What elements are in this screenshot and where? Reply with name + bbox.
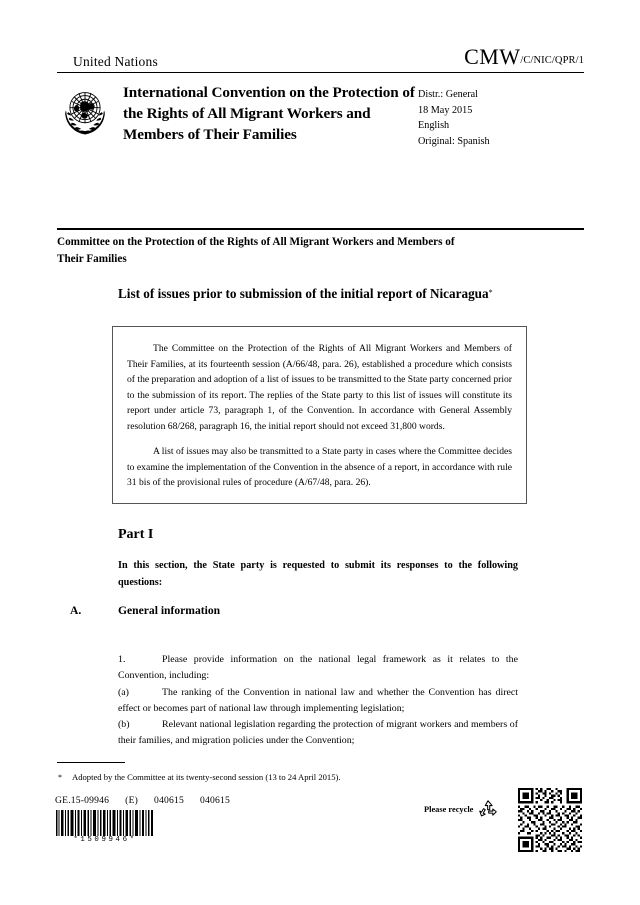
part-heading: Part I — [118, 527, 154, 542]
barcode-number: *1509946* — [73, 836, 137, 844]
list-item-a-text: The ranking of the Convention in national law and whether the Convention has direct effect or becomes part of national law through implementing legislation; — [118, 687, 518, 715]
footnote-text: Adopted by the Committee at its twenty-second session (13 to 24 April 2015). — [72, 772, 341, 782]
note-box — [112, 326, 527, 504]
emblem-container — [57, 81, 123, 149]
page-title — [118, 285, 518, 304]
recycle-label: Please recycle — [424, 804, 474, 814]
recycle-icon — [477, 798, 499, 820]
document-symbol — [464, 44, 584, 70]
subsection-title: General information — [118, 604, 221, 617]
document-symbol-suffix: /C/NIC/QPR/1 — [520, 55, 584, 66]
job-number: GE.15-09946 — [55, 795, 110, 806]
distribution-original: Original: Spanish — [418, 135, 490, 147]
qr-code — [518, 788, 582, 852]
document-symbol-main: CMW — [464, 44, 521, 69]
section-intro: In this section, the State party is requested to submit its responses to the following questions: — [118, 560, 518, 588]
paragraph-1-text: Please provide information on the national legal framework as it relates to the Convention, including: — [118, 654, 518, 682]
distribution-language: English — [418, 120, 450, 131]
title-footnote-marker: * — [488, 288, 493, 297]
list-item-a — [118, 685, 518, 717]
committee-rule — [57, 228, 584, 230]
footnote — [58, 771, 522, 784]
distribution-date: 18 May 2015 — [418, 104, 473, 116]
paragraph-1 — [118, 652, 518, 684]
recycle-notice — [424, 798, 499, 820]
page-title-text: List of issues prior to submission of the initial report of Nicaragua — [118, 286, 489, 301]
job-date-code-2: 040615 — [200, 795, 230, 806]
barcode — [55, 810, 155, 836]
masthead — [57, 44, 584, 149]
list-item-a-marker: (a) — [118, 687, 129, 698]
job-language-code: (E) — [125, 795, 139, 806]
distribution-block — [418, 81, 584, 149]
list-item-b — [118, 717, 518, 749]
un-emblem-icon — [57, 83, 113, 139]
footnote-separator — [57, 762, 125, 763]
list-item-b-marker: (b) — [118, 719, 130, 730]
organization-name: United Nations — [73, 54, 158, 69]
footnote-marker: * — [58, 773, 62, 782]
masthead-rule-thin — [57, 72, 584, 73]
job-date-code-1: 040615 — [154, 795, 185, 806]
masthead-top-row — [57, 44, 584, 70]
note-paragraph-2: A list of issues may also be transmitted to a State party in cases where the Committee decides to examine the implementation of the Convention in the absence of a report, in accordance with rule 31 bis of the provisional rules of procedure (A/67/48, para. 26). — [127, 446, 512, 489]
distribution-type: Distr.: General — [418, 89, 478, 100]
convention-title: International Convention on the Protection of the Rights of All Migrant Workers and Members of Their Families — [123, 84, 415, 143]
committee-name: Committee on the Protection of the Rights of All Migrant Workers and Members of Their Families — [57, 236, 455, 266]
list-item-b-text: Relevant national legislation regarding the protection of migrant workers and members of their families, and migration policies under the Convention; — [118, 719, 518, 747]
paragraph-1-marker: 1. — [118, 654, 126, 665]
note-paragraph-1: The Committee on the Protection of the Rights of All Migrant Workers and Members of Their Families, at its fourteenth session (A/66/48, para. 26), established a procedure which consists of the preparation and adoption of a list of issues to be transmitted to the State party concerned prior to the submission of its report. The replies of the State party to this list of issues will constitute its report under article 73, paragraph 1, of the Convention. In accordance with General Assembly resolution 68/268, paragraph 16, the initial report should not exceed 31,800 words. — [127, 343, 512, 432]
job-number-line — [55, 795, 230, 806]
masthead-body — [57, 81, 584, 149]
subsection-letter: A. — [70, 604, 82, 617]
